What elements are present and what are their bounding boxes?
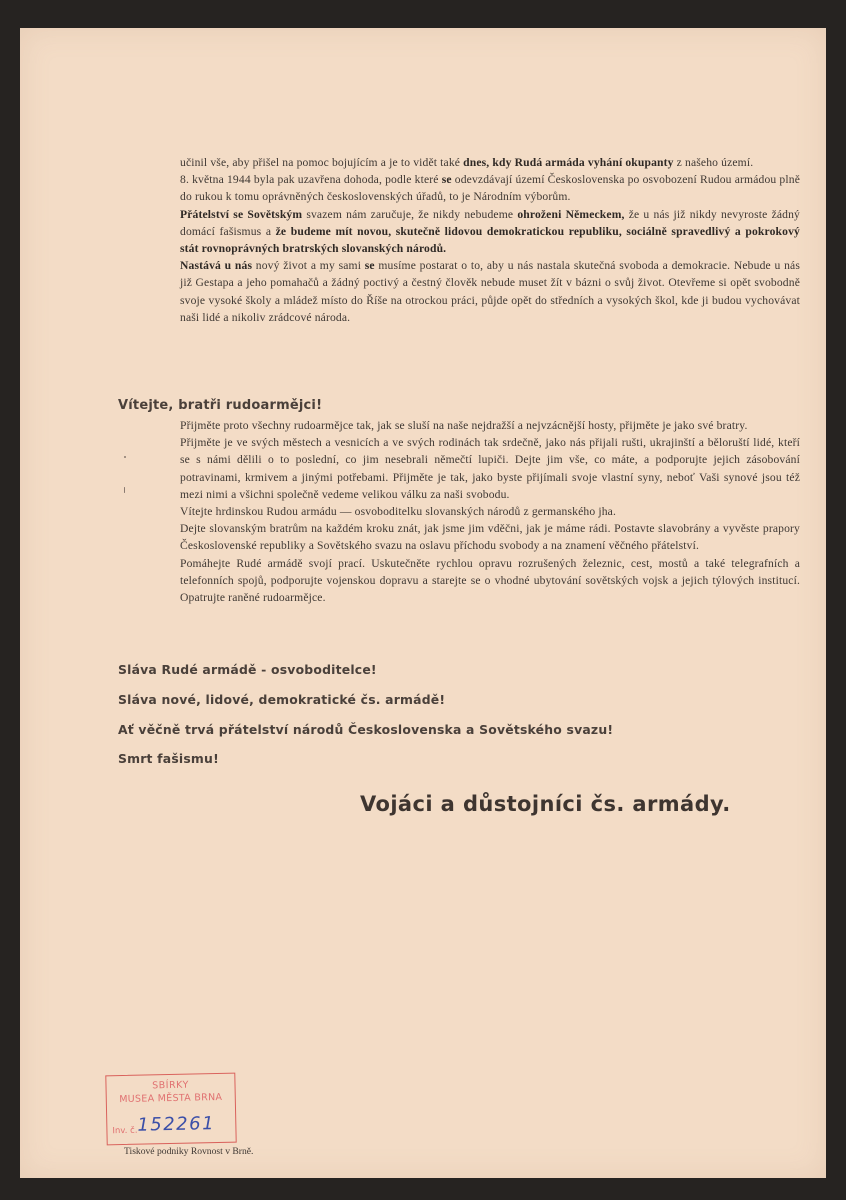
section-heading: Vítejte, bratři rudoarmějci! bbox=[118, 398, 323, 413]
text-run: Dejte slovanským bratrům na každém kroku znát, jak jsme jim vděčni, jak je máme rádi. Postavte slavobrány a vyvěste prapory Československé republiky a Sovětského svazu na oslavu příchodu svobody a na znamení věčného přátelství. bbox=[180, 522, 800, 553]
body-section-1 bbox=[180, 154, 800, 326]
text-run: Přijměte proto všechny rudoarmějce tak, jak se sluší na naše nejdražší a nejvzácnější hosty, přijměte je jako své bratry. bbox=[180, 419, 748, 432]
text-run: odevzdávají území Československa po osvobození Rudou armádou plně do rukou k tomu oprávněných československých úřadů, to je Národním výborům. bbox=[180, 173, 800, 204]
stamp-line-1: SBÍRKY bbox=[152, 1079, 189, 1092]
paragraph bbox=[180, 171, 800, 205]
text-run: že u nás již nikdy nevyroste žádný domácí fašismus a bbox=[180, 207, 801, 238]
slogan: Smrt fašismu! bbox=[118, 751, 219, 766]
paragraph bbox=[180, 503, 800, 520]
stamp-line-2: MUSEA MĚSTA BRNA bbox=[119, 1091, 223, 1106]
paragraph bbox=[180, 417, 800, 434]
text-run: Pomáhejte Rudé armádě svojí prací. Uskutečněte rychlou opravu rozrušených železnic, cest, mostů a také telegrafních a telefonních spojů, podporujte vojenskou dopravu a starejte se o vhodné ubytování sovětských vojsk a jejich týlových institucí. Opatrujte raněné rudoarmějce. bbox=[180, 556, 800, 605]
emphasized-text: ohroženi Německem, bbox=[517, 207, 625, 221]
emphasized-text: že budeme mít novou, skutečně lidovou demokratickou republiku, sociálně spravedlivý a pokrokový stát rovnoprávných bratrských slovanských národů. bbox=[180, 224, 800, 256]
paper-speck bbox=[124, 487, 125, 493]
slogan: Ať věčně trvá přátelství národů Československa a Sovětského svazu! bbox=[118, 722, 614, 737]
paragraph bbox=[180, 434, 800, 503]
text-run: Vítejte hrdinskou Rudou armádu — osvoboditelku slovanských národů z germanského jha. bbox=[180, 505, 617, 519]
paragraph bbox=[180, 154, 800, 171]
paper-speck bbox=[124, 456, 126, 458]
emphasized-text: se bbox=[364, 259, 375, 273]
text-run: 8. května 1944 byla pak uzavřena dohoda, podle které bbox=[180, 173, 442, 187]
paragraph bbox=[180, 520, 800, 554]
emphasized-text: se bbox=[441, 173, 452, 187]
text-run: svazem nám zaručuje, že nikdy nebudeme bbox=[302, 207, 518, 221]
slogan: Sláva nové, lidové, demokratické čs. armádě! bbox=[118, 692, 446, 707]
stamp-inv-label: Inv. č. bbox=[112, 1125, 138, 1137]
text-run: musíme postarat o to, aby u nás nastala skutečná svoboda a demokracie. Nebude u nás již Gestapa a jeho pomahačů a žádný poctivý a čestný člověk nebude muset žít v bázni o svůj život. Otevřeme si opět svobodně svoje vysoké školy a mládež místo do Říše na otrockou práci, půjde opět do středních a vysokých škol, kde ji budou vychovávat naši lidé a nikoliv zrádcové národa. bbox=[180, 259, 800, 324]
printer-imprint: Tiskové podniky Rovnost v Brně. bbox=[124, 1146, 254, 1157]
leaflet-page bbox=[20, 28, 826, 1178]
emphasized-text: Přátelství se Sovětským bbox=[180, 207, 303, 221]
museum-stamp bbox=[105, 1073, 236, 1146]
paragraph bbox=[180, 555, 800, 607]
emphasized-text: Nastává u nás bbox=[180, 259, 253, 273]
text-run: nový život a my sami bbox=[252, 259, 365, 273]
text-run: z našeho území. bbox=[673, 156, 754, 169]
signature: Vojáci a důstojníci čs. armády. bbox=[360, 792, 731, 816]
text-run: učinil vše, aby přišel na pomoc bojujícím a je to vidět také bbox=[180, 156, 464, 169]
slogan: Sláva Rudé armádě - osvoboditelce! bbox=[118, 662, 377, 677]
text-run: Přijměte je ve svých městech a vesnicích a ve svých rodinách tak srdečně, jako nás přijali rušti, ukrajinští a běloruští lidé, kteří se s námi dělili o to poslední, co jim nesebrali němečtí lupiči. Dejte jim vše, co máte, a podporujte jejich zásobování potravinami, krmivem a jinými potřebami. Přijměte je tak, jako byste přijímali svoje vlastní syny, neboť Vaši synové jsou též mezi nimi a všichni společně vedeme velikou válku za naši svobodu. bbox=[180, 436, 800, 501]
paragraph bbox=[180, 206, 800, 258]
paragraph bbox=[180, 257, 800, 326]
stamp-inv-number: 152261 bbox=[137, 1113, 216, 1136]
body-section-2 bbox=[180, 417, 800, 606]
emphasized-text: dnes, kdy Rudá armáda vyhání okupanty bbox=[463, 156, 674, 169]
